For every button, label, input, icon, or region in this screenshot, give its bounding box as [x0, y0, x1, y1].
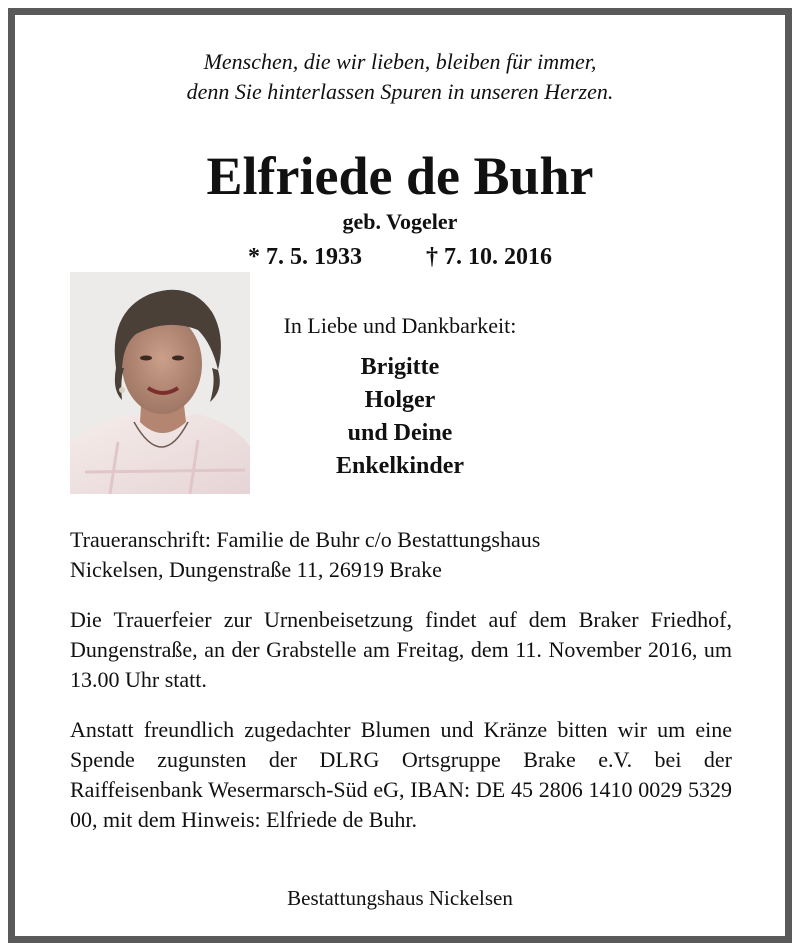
mourner-name: Brigitte [360, 354, 440, 380]
thanks-intro: In Liebe und Dankbarkeit: [283, 313, 517, 338]
condolence-address [70, 525, 732, 585]
birth-date: * 7. 5. 1933 [248, 244, 362, 270]
mourner-names [250, 351, 550, 483]
ceremony-notice: Die Trauerfeier zur Urnenbeisetzung findet auf dem Braker Friedhof, Dungenstraße, an der Grabstelle am Freitag, dem 11. November 2016, um 13.00 Uhr statt. [70, 607, 732, 692]
death-date: † 7. 10. 2016 [426, 244, 552, 270]
obituary-sheet [15, 15, 785, 936]
mourner-name: und Deine [347, 420, 453, 446]
donation-notice: Anstatt freundlich zugedachter Blumen und Kränze bitten wir um eine Spende zugunsten der DLRG Ortsgruppe Brake e.V. bei der Raiffeisenbank Wesermarsch-Süd eG, IBAN: DE 45 2806 1410 0029 5329 00, mit dem Hinweis: Elfriede de Buhr. [70, 717, 732, 832]
motto [15, 47, 785, 107]
motto-line-1: Menschen, die wir lieben, bleiben für immer, [203, 49, 597, 74]
portrait-photo [70, 272, 250, 494]
obituary-frame [8, 8, 792, 943]
portrait-icon [70, 272, 250, 494]
undertaker-name: Bestattungshaus Nickelsen [287, 886, 513, 910]
mourner-name: Enkelkinder [335, 453, 465, 479]
life-dates [15, 242, 785, 272]
address-line-1: Traueranschrift: Familie de Buhr c/o Bestattungshaus [70, 527, 541, 552]
mourner-name: Holger [364, 387, 436, 413]
motto-line-2: denn Sie hinterlassen Spuren in unseren Herzen. [186, 79, 614, 104]
deceased-name: Elfriede de Buhr [206, 146, 594, 206]
maiden-name: geb. Vogeler [342, 209, 458, 234]
address-line-2: Nickelsen, Dungenstraße 11, 26919 Brake [70, 557, 442, 582]
